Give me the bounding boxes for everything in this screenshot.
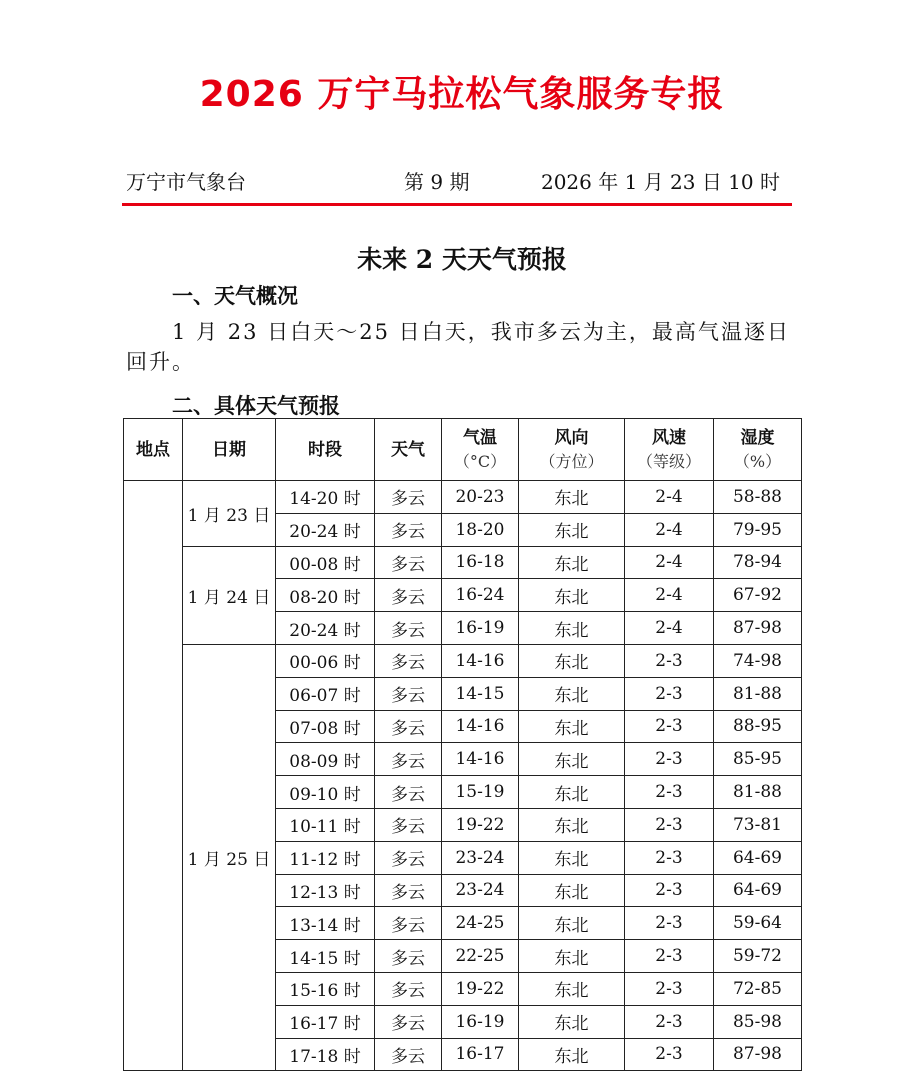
wind-speed-cell: 2-3 [625,907,714,940]
temp-cell: 23-24 [442,874,519,907]
period-cell: 08-20 时 [276,579,375,612]
period-cell: 07-08 时 [276,710,375,743]
humidity-cell: 81-88 [714,776,802,809]
period-cell: 14-15 时 [276,940,375,973]
wind-dir-cell: 东北 [519,612,625,645]
wind-dir-cell: 东北 [519,644,625,677]
temp-cell: 22-25 [442,940,519,973]
issue-info-row [126,166,790,196]
humidity-cell: 59-64 [714,907,802,940]
wind-dir-cell: 东北 [519,940,625,973]
place-cell [124,481,183,1071]
wind-speed-cell: 2-4 [625,513,714,546]
header-date: 日期 [183,419,276,481]
wind-dir-cell: 东北 [519,808,625,841]
temp-cell: 14-16 [442,743,519,776]
humidity-cell: 59-72 [714,940,802,973]
issue-date: 2026 年 1 月 23 日 10 时 [540,170,780,194]
wind-speed-cell: 2-3 [625,710,714,743]
header-temp: 气温 （°C） [442,419,519,481]
weather-cell: 多云 [375,579,442,612]
humidity-cell: 67-92 [714,579,802,612]
humidity-cell: 85-98 [714,1005,802,1038]
weather-cell: 多云 [375,808,442,841]
humidity-cell: 73-81 [714,808,802,841]
period-cell: 00-06 时 [276,644,375,677]
wind-dir-cell: 东北 [519,1038,625,1071]
overview-text: 1 月 23 日白天～25 日白天，我市多云为主，最高气温逐日回升。 [126,320,790,374]
weather-cell: 多云 [375,972,442,1005]
weather-cell: 多云 [375,940,442,973]
wind-dir-cell: 东北 [519,481,625,514]
date-cell: 1 月 25 日 [183,644,276,1070]
header-wind-speed: 风速 （等级） [625,419,714,481]
wind-dir-cell: 东北 [519,841,625,874]
period-cell: 17-18 时 [276,1038,375,1071]
weather-cell: 多云 [375,841,442,874]
table-row [124,644,802,677]
humidity-cell: 79-95 [714,513,802,546]
forecast-table [123,418,802,1071]
header-humidity: 湿度 （%） [714,419,802,481]
header-period: 时段 [276,419,375,481]
humidity-cell: 81-88 [714,677,802,710]
wind-dir-cell: 东北 [519,874,625,907]
overview-heading: 一、天气概况 [172,284,298,308]
weather-cell: 多云 [375,513,442,546]
humidity-cell: 64-69 [714,841,802,874]
period-cell: 15-16 时 [276,972,375,1005]
wind-speed-cell: 2-3 [625,808,714,841]
period-cell: 20-24 时 [276,612,375,645]
wind-speed-cell: 2-3 [625,940,714,973]
temp-cell: 14-15 [442,677,519,710]
temp-cell: 16-17 [442,1038,519,1071]
temp-cell: 18-20 [442,513,519,546]
humidity-cell: 88-95 [714,710,802,743]
humidity-cell: 58-88 [714,481,802,514]
temp-cell: 19-22 [442,808,519,841]
wind-dir-cell: 东北 [519,1005,625,1038]
weather-cell: 多云 [375,743,442,776]
temp-cell: 19-22 [442,972,519,1005]
period-cell: 00-08 时 [276,546,375,579]
wind-speed-cell: 2-4 [625,612,714,645]
period-cell: 13-14 时 [276,907,375,940]
temp-cell: 14-16 [442,710,519,743]
wind-speed-cell: 2-4 [625,546,714,579]
period-cell: 11-12 时 [276,841,375,874]
wind-dir-cell: 东北 [519,546,625,579]
period-cell: 14-20 时 [276,481,375,514]
wind-speed-cell: 2-3 [625,644,714,677]
wind-dir-cell: 东北 [519,972,625,1005]
header-place: 地点 [124,419,183,481]
weather-cell: 多云 [375,874,442,907]
header-weather: 天气 [375,419,442,481]
weather-cell: 多云 [375,481,442,514]
issuing-organization: 万宁市气象台 [126,170,246,194]
period-cell: 16-17 时 [276,1005,375,1038]
weather-cell: 多云 [375,546,442,579]
wind-speed-cell: 2-3 [625,1038,714,1071]
wind-speed-cell: 2-4 [625,481,714,514]
humidity-cell: 87-98 [714,612,802,645]
weather-cell: 多云 [375,776,442,809]
humidity-cell: 87-98 [714,1038,802,1071]
wind-dir-cell: 东北 [519,743,625,776]
wind-speed-cell: 2-3 [625,776,714,809]
humidity-cell: 74-98 [714,644,802,677]
issue-number: 第 9 期 [404,170,470,194]
weather-cell: 多云 [375,907,442,940]
weather-cell: 多云 [375,1038,442,1071]
weather-cell: 多云 [375,644,442,677]
detail-heading: 二、具体天气预报 [172,394,340,418]
temp-cell: 15-19 [442,776,519,809]
period-cell: 06-07 时 [276,677,375,710]
humidity-cell: 85-95 [714,743,802,776]
weather-cell: 多云 [375,612,442,645]
wind-dir-cell: 东北 [519,579,625,612]
temp-cell: 14-16 [442,644,519,677]
table-row [124,481,802,514]
section-title: 未来 2 天天气预报 [357,245,567,274]
wind-speed-cell: 2-4 [625,579,714,612]
humidity-cell: 78-94 [714,546,802,579]
temp-cell: 20-23 [442,481,519,514]
wind-speed-cell: 2-3 [625,1005,714,1038]
period-cell: 08-09 时 [276,743,375,776]
temp-cell: 16-18 [442,546,519,579]
wind-dir-cell: 东北 [519,710,625,743]
humidity-cell: 64-69 [714,874,802,907]
weather-cell: 多云 [375,677,442,710]
period-cell: 09-10 时 [276,776,375,809]
wind-speed-cell: 2-3 [625,972,714,1005]
wind-speed-cell: 2-3 [625,743,714,776]
period-cell: 20-24 时 [276,513,375,546]
wind-speed-cell: 2-3 [625,677,714,710]
date-cell: 1 月 23 日 [183,481,276,547]
temp-cell: 24-25 [442,907,519,940]
temp-cell: 16-24 [442,579,519,612]
red-divider-line [122,203,792,206]
period-cell: 12-13 时 [276,874,375,907]
wind-speed-cell: 2-3 [625,841,714,874]
table-header-row [124,419,802,481]
wind-dir-cell: 东北 [519,907,625,940]
header-wind-dir: 风向 （方位） [519,419,625,481]
weather-cell: 多云 [375,710,442,743]
wind-dir-cell: 东北 [519,677,625,710]
report-title: 2026 万宁马拉松气象服务专报 [199,74,725,115]
weather-cell: 多云 [375,1005,442,1038]
table-row [124,546,802,579]
wind-dir-cell: 东北 [519,776,625,809]
date-cell: 1 月 24 日 [183,546,276,644]
wind-speed-cell: 2-3 [625,874,714,907]
wind-dir-cell: 东北 [519,513,625,546]
temp-cell: 16-19 [442,1005,519,1038]
temp-cell: 16-19 [442,612,519,645]
forecast-table-body [124,481,802,1071]
temp-cell: 23-24 [442,841,519,874]
humidity-cell: 72-85 [714,972,802,1005]
period-cell: 10-11 时 [276,808,375,841]
